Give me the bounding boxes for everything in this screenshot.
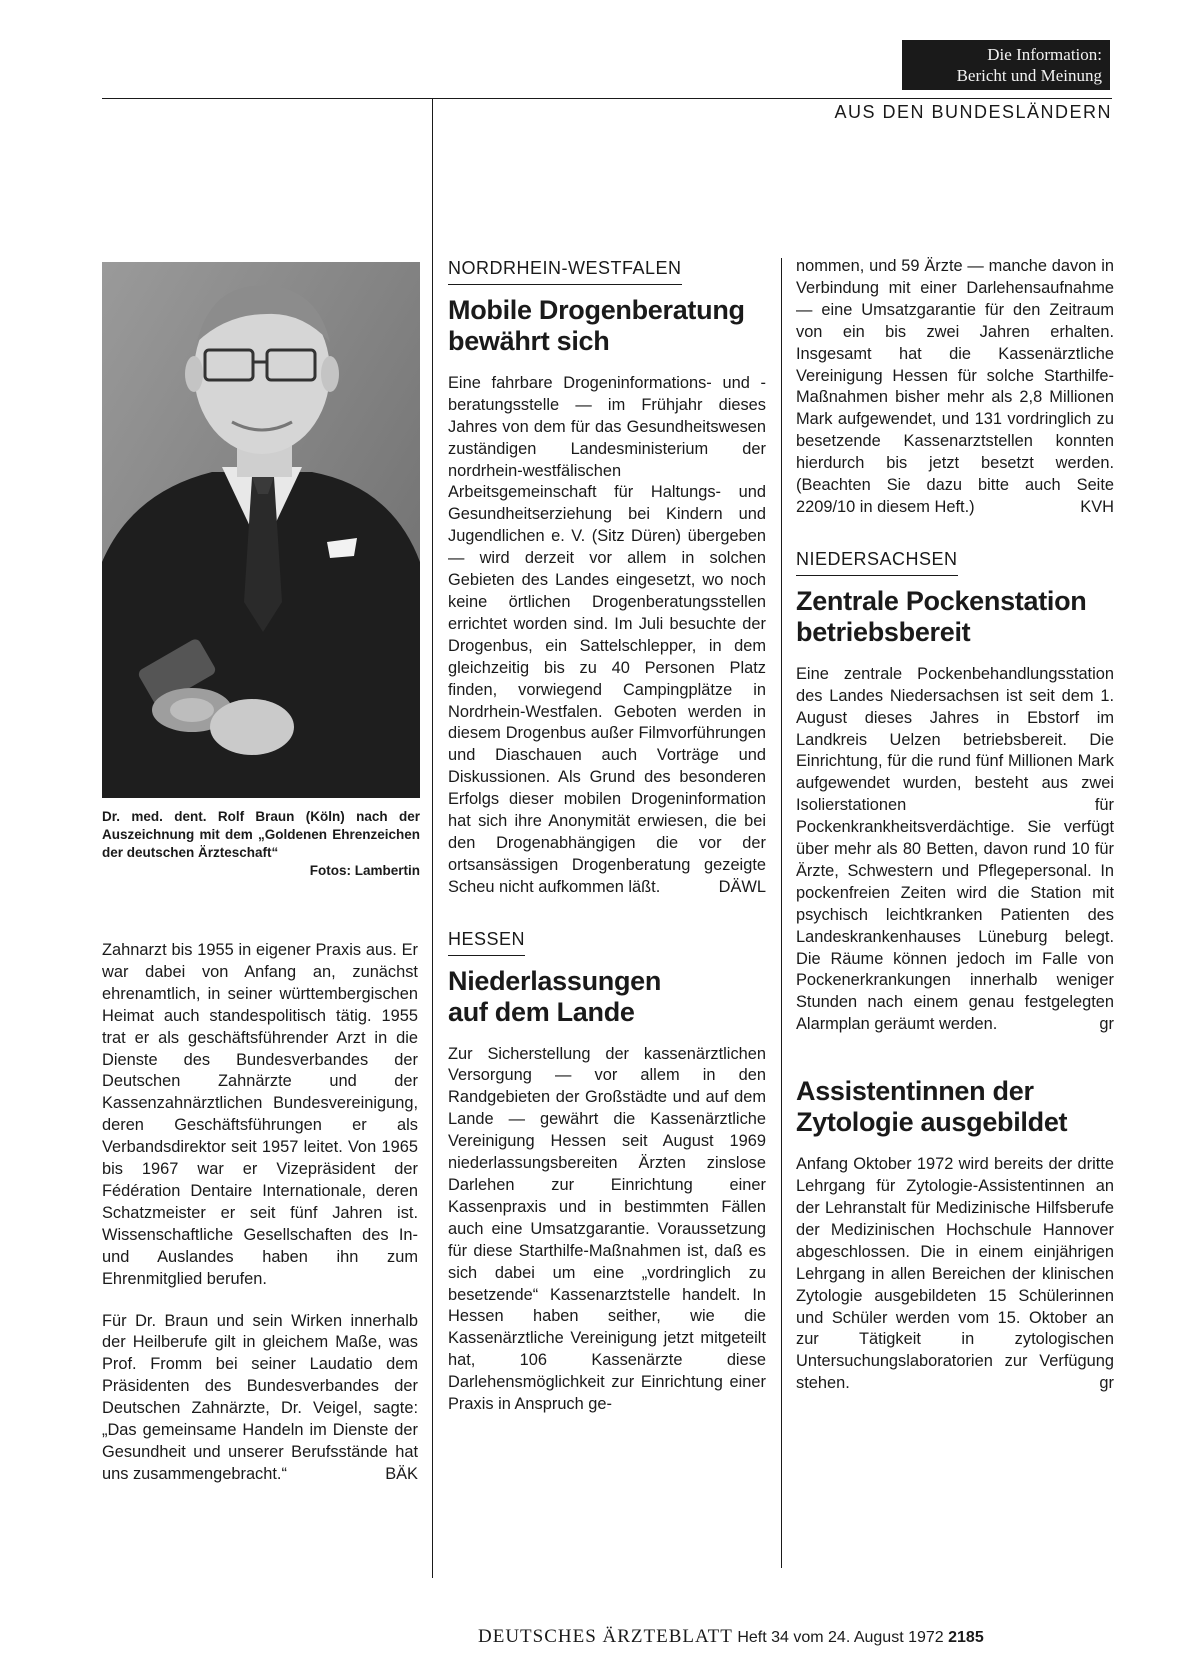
portrait-photo <box>102 262 420 798</box>
nrw-body <box>448 373 766 899</box>
photo-caption <box>102 808 420 880</box>
nrw-headline <box>448 295 766 357</box>
column-divider-left <box>432 98 433 1578</box>
column-1 <box>102 940 418 1486</box>
photo-credit: Fotos: Lambertin <box>309 863 420 878</box>
zyto-body <box>796 1154 1114 1395</box>
zyto-headline <box>796 1076 1114 1138</box>
nds-signature: gr <box>1099 1015 1114 1034</box>
page-number: 2185 <box>948 1629 984 1646</box>
hessen-kicker: HESSEN <box>448 929 525 956</box>
section-title: AUS DEN BUNDESLÄNDERN <box>834 102 1112 122</box>
column-2 <box>448 258 766 1416</box>
nrw-kicker-wrap <box>448 258 766 285</box>
nrw-headline-line-1: Mobile Drogenberatung <box>448 294 745 325</box>
nds-body <box>796 664 1114 1036</box>
zyto-headline-line-1: Assistentinnen der <box>796 1076 1034 1107</box>
col1-paragraph-1: Zahnarzt bis 1955 in eigener Praxis aus. Er war dabei von Anfang an, zunächst ehrenamtlich, in seiner württembergischen Heimat auch standespolitisch tätig. 1955 trat er als geschäftsführender Arzt in die Dienste des Bundesverbandes der Deutschen Zahnärzte und der Kassenzahnärztlichen Bundesvereinigung, deren Geschäftsführungen er als Verbandsdirektor seit 1957 leitet. Von 1965 bis 1967 war er Vizepräsident der Fédération Dentaire Internationale, deren Schatzmeister er seit fünf Jahren ist. Wissenschaftliche Gesellschaften des In- und Auslandes haben ihn zum Ehrenmitglied berufen. <box>102 941 418 1288</box>
hessen-headline-line-2: auf dem Lande <box>448 996 635 1027</box>
zyto-headline-line-2: Zytologie ausgebildet <box>796 1107 1068 1138</box>
badge-line-2: Bericht und Meinung <box>956 66 1102 85</box>
hessen-body: Zur Sicherstellung der kassenärztlichen Versorgung — vor allem in den Randgebieten der Großstädte und auf dem Lande — gewährt die Kassenärztliche Vereinigung Hessen seit August 1969 niederlassungsbereiten Ärzten zinslose Darlehen zur Einrichtung einer Kassenpraxis und in bestimmten Fällen auch eine Umsatzgarantie. Voraussetzung für diese Starthilfe-Maßnahmen ist, daß es sich dabei um eine „vordringlich zu besetzende“ Kassenarztstelle handelt. In Hessen haben seither, wie die Kassenärztliche Vereinigung jetzt mitgeteilt hat, 106 Kassenärzte diese Darlehensmöglichkeit zur Einrichtung einer Praxis in Anspruch ge- <box>448 1044 766 1414</box>
column-divider-right <box>781 258 782 1568</box>
hessen-headline-line-1: Niederlassungen <box>448 965 662 996</box>
section-badge <box>902 40 1110 90</box>
col1-paragraph-2 <box>102 1311 418 1486</box>
nrw-headline-line-2: bewährt sich <box>448 325 610 356</box>
portrait-illustration <box>102 262 420 798</box>
col1-signature: BÄK <box>385 1464 418 1483</box>
hessen-continuation <box>796 256 1114 519</box>
nrw-signature: DÄWL <box>718 877 766 896</box>
zyto-body-text: Anfang Oktober 1972 wird bereits der dritte Lehrgang für Zytologie-Assistentinnen an der Lehranstalt für Medizinische Hilfsberufe der Medizinischen Hochschule Hannover abgeschlossen. Die in einem einjährigen Lehrgang in allen Bereichen der klinischen Zytologie ausgebildeten 15 Schülerinnen und Schüler werden vom 15. Oktober an zur Tätigkeit in zytologischen Untersuchungslaboratorien zur Verfügung stehen. <box>796 1155 1114 1393</box>
nrw-kicker: NORDRHEIN-WESTFALEN <box>448 258 682 285</box>
hessen-kicker-wrap <box>448 929 766 956</box>
hessen-continuation-text: nommen, und 59 Ärzte — manche davon in Verbindung mit einer Darlehensaufnahme — eine Umsatzgarantie für den Zeitraum von ein bis zwei Jahren erhalten. Insgesamt hat die Kassenärztliche Vereinigung Hessen für solche Starthilfe-Maßnahmen bisher mehr als 2,8 Millionen Mark aufgewendet, und 131 vordringlich zu besetzende Kassenarztstellen konnten hierdurch bis jetzt besetzt werden. (Beachten Sie dazu bitte auch Seite 2209/10 in diesem Heft.) <box>796 257 1114 516</box>
col1-paragraph-2-text: Für Dr. Braun und sein Wirken innerhalb der Heilberufe gilt in gleichem Maße, was Prof. Fromm bei seiner Laudatio dem Präsidenten des Bundesverbandes der Deutschen Zahnärzte, Dr. Veigel, sagte: „Das gemeinsame Handeln im Dienste der Gesundheit und unserer Berufsstände hat uns zusammengebracht.“ <box>102 1311 418 1483</box>
nds-headline-line-1: Zentrale Pockenstation <box>796 585 1087 616</box>
header-rule <box>102 98 1112 99</box>
zyto-signature: gr <box>1099 1374 1114 1393</box>
nds-kicker-wrap <box>796 549 1114 576</box>
caption-text: Dr. med. dent. Rolf Braun (Köln) nach der Auszeichnung mit dem „Goldenen Ehrenzeichen der deutschen Ärzteschaft“ <box>102 809 420 860</box>
nds-headline <box>796 586 1114 648</box>
column-3 <box>796 256 1114 1395</box>
nds-kicker: NIEDERSACHSEN <box>796 549 958 576</box>
nds-headline-line-2: betriebsbereit <box>796 616 971 647</box>
masthead: DEUTSCHES ÄRZTEBLATT <box>478 1626 733 1647</box>
nrw-body-text: Eine fahrbare Drogeninformations- und -beratungsstelle — im Frühjahr dieses Jahres von dem für das Gesundheitswesen zuständigen Landesministerium der nordrhein-westfälischen Arbeitsgemeinschaft für Haltungs- und Gesundheitserziehung bei Kindern und Jugendlichen e. V. (Sitz Düren) übergeben — wird derzeit vor allem in solchen Gebieten des Landes eingesetzt, wo noch keine örtlichen Drogenberatungsstellen errichtet worden sind. Im Juli besuchte der Drogenbus, ein Sattelschlepper, in dem gleichzeitig bis zu 40 Personen Platz finden, vorwiegend Campingplätze in Nordrhein-Westfalen. Geboten werden in diesem Drogenbus außer Filmvorführungen und Diaschauen auch Vorträge und Diskussionen. Als Grund des besonderen Erfolgs dieser mobilen Drogeninformation hat sich ihre Anonymität erwiesen, die bei den Drogenabhängigen die vor der ortsansässigen Drogenberatung gezeigte Scheu nicht aufkommen läßt. <box>448 373 766 896</box>
issue-info: Heft 34 vom 24. August 1972 <box>737 1629 944 1646</box>
nds-body-text: Eine zentrale Pockenbehandlungsstation des Landes Niedersachsen ist seit dem 1. August dieses Jahres in Ebstorf im Landkreis Uelzen betriebsbereit. Die Einrichtung, für die rund fünf Millionen Mark aufgewendet wurden, besteht aus zwei Isolierstationen für Pockenkrankheitsverdächtige. Sie verfügt über mehr als 80 Betten, davon rund 10 für Ärzte, Schwestern und Pflegepersonal. In pockenfreien Zeiten wird die Station mit psychisch leichtkranken Patienten des Landeskrankenhauses Lüneburg belegt. Die Räume können jedoch im Falle von Pockenerkrankungen innerhalb weniger Stunden nach einem genau festgelegten Alarmplan geräumt werden. <box>796 664 1114 1034</box>
badge-line-1: Die Information: <box>987 45 1102 64</box>
hessen-headline <box>448 966 766 1028</box>
hessen-signature: KVH <box>1080 497 1114 516</box>
page-footer <box>478 1626 1118 1648</box>
